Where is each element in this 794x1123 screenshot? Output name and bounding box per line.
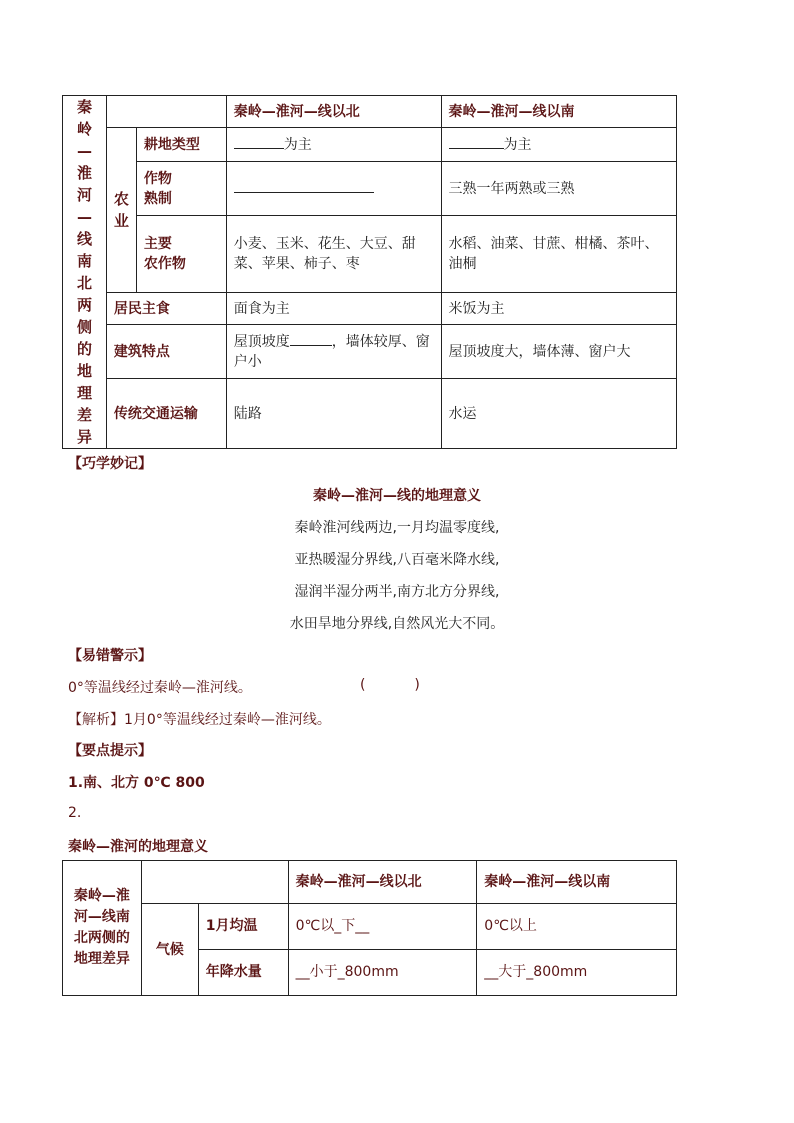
agriculture-label: 农 业 <box>106 128 136 293</box>
warning-analysis: 【解析】1月0°等温线经过秦岭—淮河线。 <box>68 712 331 728</box>
land-type-south: 为主 <box>441 128 676 162</box>
mnemonic-line: 亚热暖湿分界线,八百毫米降水线, <box>294 552 500 568</box>
table2-header-north: 秦岭—淮河—线以北 <box>288 861 477 904</box>
fill-blank[interactable] <box>234 178 374 193</box>
table2-corner-cell <box>141 861 288 904</box>
key-points-heading: 【要点提示】 <box>68 743 152 759</box>
jan-temp-north: 0℃以_下__ <box>288 904 477 949</box>
north-south-differences-table <box>62 95 677 449</box>
mnemonic-line: 湿润半湿分两半,南方北方分界线, <box>294 584 500 600</box>
staple-food-south: 米饭为主 <box>441 293 676 325</box>
key-point-1: 1.南、北方 0℃ 800 <box>68 775 205 791</box>
table2-side-title: 秦岭—淮 河—线南 北两侧的 地理差异 <box>63 861 142 996</box>
mnemonic-title: 秦岭—淮河—线的地理意义 <box>313 488 481 504</box>
precip-north: __小于_800mm <box>288 949 477 995</box>
crop-maturity-north <box>226 162 441 216</box>
fill-blank[interactable] <box>234 134 284 149</box>
key-points-table-title: 秦岭—淮河的地理意义 <box>68 839 208 855</box>
warning-statement: 0°等温线经过秦岭—淮河线。 <box>68 680 252 696</box>
crop-maturity-south: 三熟一年两熟或三熟 <box>441 162 676 216</box>
main-crops-label: 主要 农作物 <box>136 216 226 293</box>
precip-label: 年降水量 <box>198 949 288 995</box>
warning-heading: 【易错警示】 <box>68 648 152 664</box>
transport-label: 传统交通运输 <box>106 379 226 449</box>
architecture-north: 屋顶坡度 ，墙体较厚、窗户小 <box>226 325 441 379</box>
geographic-significance-table <box>62 860 677 996</box>
crop-maturity-label: 作物 熟制 <box>136 162 226 216</box>
jan-temp-south: 0℃以上 <box>477 904 677 949</box>
table1-header-south: 秦岭—淮河—线以南 <box>441 96 676 128</box>
main-crops-north: 小麦、玉米、花生、大豆、甜菜、苹果、柿子、枣 <box>226 216 441 293</box>
land-type-label: 耕地类型 <box>136 128 226 162</box>
fill-blank[interactable] <box>449 134 504 149</box>
transport-south: 水运 <box>441 379 676 449</box>
jan-temp-label: 1月均温 <box>198 904 288 949</box>
answer-bracket[interactable]: ( ) <box>360 677 420 693</box>
fill-blank[interactable] <box>290 331 332 346</box>
table2-header-south: 秦岭—淮河—线以南 <box>477 861 677 904</box>
mnemonic-heading: 【巧学妙记】 <box>68 456 152 472</box>
staple-food-label: 居民主食 <box>106 293 226 325</box>
precip-south: __大于_800mm <box>477 949 677 995</box>
land-type-north: 为主 <box>226 128 441 162</box>
mnemonic-line: 水田旱地分界线,自然风光大不同。 <box>289 616 505 632</box>
climate-label: 气候 <box>141 904 198 996</box>
table1-header-north: 秦岭—淮河—线以北 <box>226 96 441 128</box>
staple-food-north: 面食为主 <box>226 293 441 325</box>
architecture-south: 屋顶坡度大，墙体薄、窗户大 <box>441 325 676 379</box>
transport-north: 陆路 <box>226 379 441 449</box>
mnemonic-line: 秦岭淮河线两边,一月均温零度线, <box>294 520 500 536</box>
key-point-2: 2. <box>68 805 82 821</box>
architecture-label: 建筑特点 <box>106 325 226 379</box>
table1-corner-cell <box>106 96 226 128</box>
table1-side-title: 秦 岭 — 淮 河 — 线 南 北 两 侧 的 地 理 差 异 <box>63 96 107 449</box>
main-crops-south: 水稻、油菜、甘蔗、柑橘、茶叶、油桐 <box>441 216 676 293</box>
